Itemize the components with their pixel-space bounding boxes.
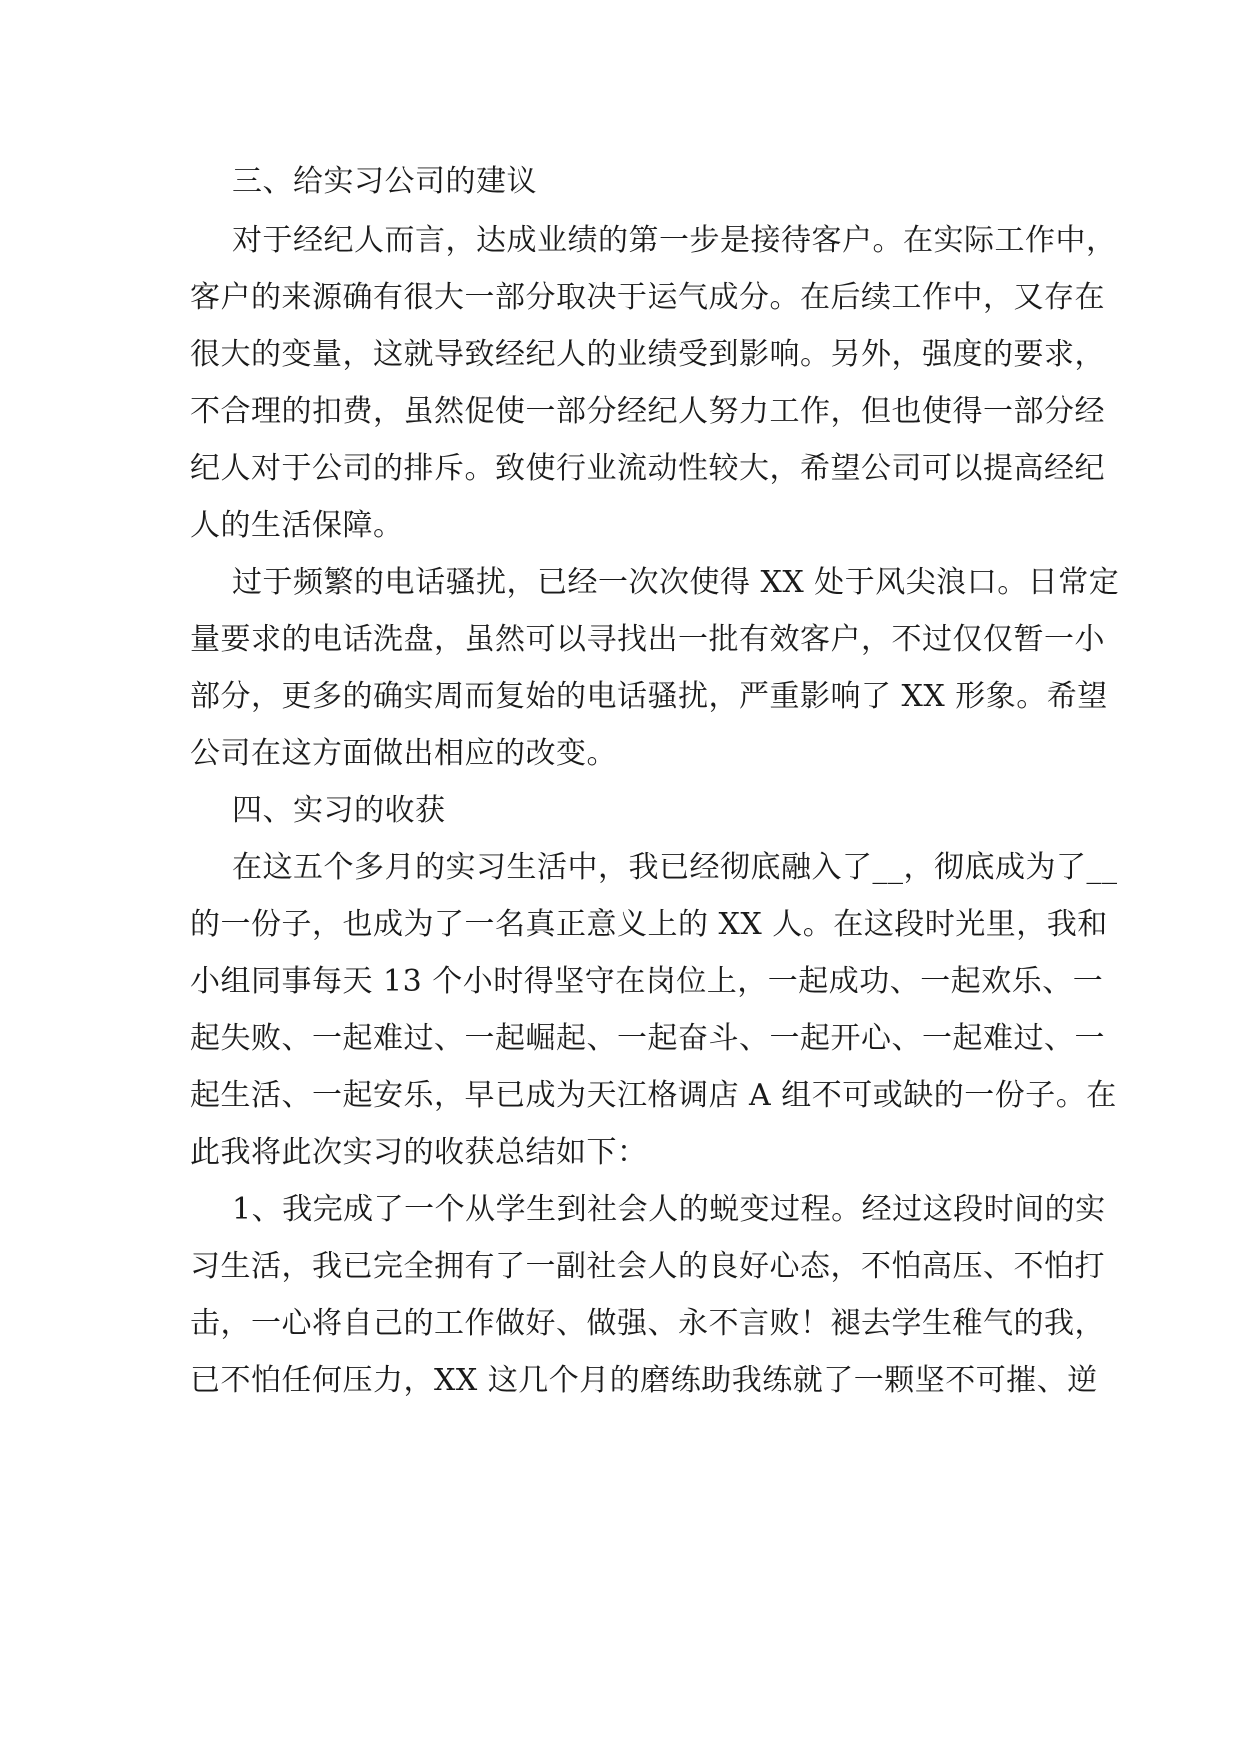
- paragraph-line: 起失败、一起难过、一起崛起、一起奋斗、一起开心、一起难过、一: [190, 1021, 1105, 1056]
- paragraph-line: 过于频繁的电话骚扰，已经一次次使得 XX 处于风尖浪口。日常定: [232, 565, 1120, 600]
- paragraph-line: 人的生活保障。: [190, 508, 404, 543]
- paragraph-line: 客户的来源确有很大一部分取决于运气成分。在后续工作中，又存在: [190, 280, 1105, 315]
- paragraph-line: 小组同事每天 13 个小时得坚守在岗位上，一起成功、一起欢乐、一: [190, 964, 1104, 999]
- paragraph-line: 的一份子，也成为了一名真正意义上的 XX 人。在这段时光里，我和: [190, 907, 1108, 942]
- paragraph-line: 在这五个多月的实习生活中，我已经彻底融入了__，彻底成为了__: [232, 850, 1118, 885]
- paragraph-line: 习生活，我已完全拥有了一副社会人的良好心态，不怕高压、不怕打: [190, 1249, 1105, 1284]
- paragraph-line: 公司在这方面做出相应的改变。: [190, 736, 617, 771]
- paragraph-line: 很大的变量，这就导致经纪人的业绩受到影响。另外，强度的要求，: [190, 337, 1105, 372]
- paragraph-line: 起生活、一起安乐，早已成为天江格调店 A 组不可或缺的一份子。在: [190, 1078, 1117, 1113]
- paragraph-line: 已不怕任何压力，XX 这几个月的磨练助我练就了一颗坚不可摧、逆: [190, 1363, 1098, 1398]
- section-heading-gains: 四、实习的收获: [232, 793, 446, 828]
- paragraph-line: 击，一心将自己的工作做好、做强、永不言败！褪去学生稚气的我，: [190, 1306, 1105, 1341]
- paragraph-line: 1、我完成了一个从学生到社会人的蜕变过程。经过这段时间的实: [232, 1192, 1106, 1227]
- paragraph-line: 此我将此次实习的收获总结如下：: [190, 1135, 648, 1170]
- paragraph-line: 量要求的电话洗盘，虽然可以寻找出一批有效客户，不过仅仅暂一小: [190, 622, 1105, 657]
- paragraph-line: 部分，更多的确实周而复始的电话骚扰，严重影响了 XX 形象。希望: [190, 679, 1108, 714]
- section-heading-suggestions: 三、给实习公司的建议: [232, 164, 537, 199]
- paragraph-line: 对于经纪人而言，达成业绩的第一步是接待客户。在实际工作中，: [232, 223, 1117, 258]
- paragraph-line: 不合理的扣费，虽然促使一部分经纪人努力工作，但也使得一部分经: [190, 394, 1105, 429]
- paragraph-line: 纪人对于公司的排斥。致使行业流动性较大，希望公司可以提高经纪: [190, 451, 1105, 486]
